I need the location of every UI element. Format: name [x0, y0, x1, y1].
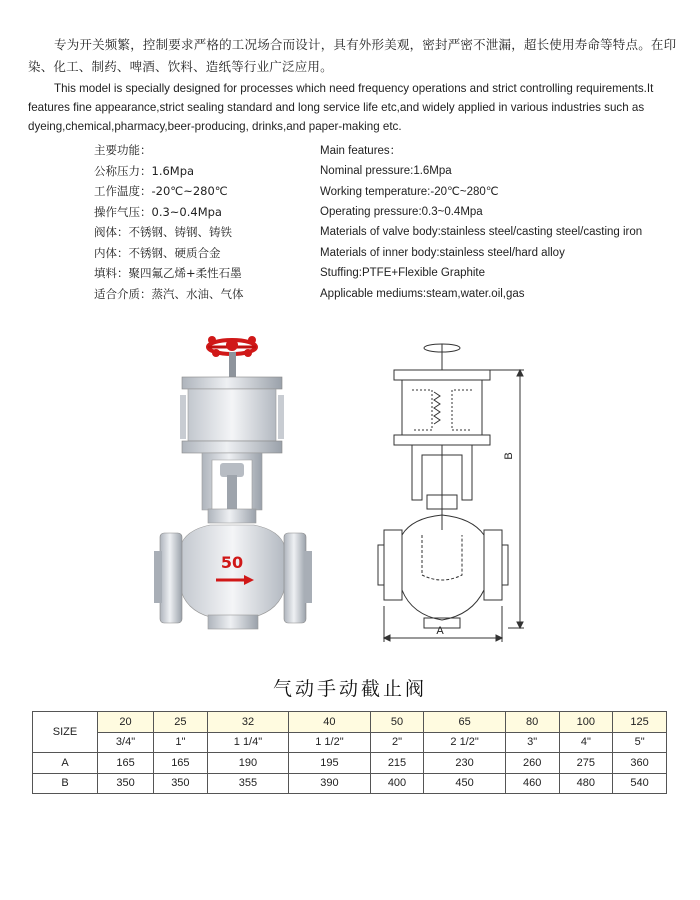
a-cell: 165	[98, 753, 154, 774]
valve-drawing	[372, 330, 532, 648]
b-cell: 450	[424, 773, 505, 794]
valve-photo	[150, 325, 315, 645]
table-row	[33, 773, 667, 794]
body-marking: 50	[220, 553, 244, 572]
dn-cell: 50	[370, 712, 424, 733]
size-header: SIZE	[33, 712, 98, 753]
b-cell: 540	[613, 773, 667, 794]
a-cell: 215	[370, 753, 424, 774]
feature-zh: 主要功能：	[94, 143, 152, 158]
inch-cell: 2 1/2"	[424, 732, 505, 753]
feature-zh: 阀体：不锈钢、铸钢、铸铁	[94, 225, 232, 240]
inch-cell: 5"	[613, 732, 667, 753]
dimension-b-label: B	[503, 452, 515, 460]
dn-cell: 80	[505, 712, 559, 733]
feature-row	[94, 222, 674, 243]
feature-en: Materials of valve body:stainless steel/casting steel/casting iron	[320, 226, 643, 239]
b-cell: 390	[289, 773, 370, 794]
dn-cell: 32	[207, 712, 288, 733]
feature-zh: 操作气压：0.3~0.4Mpa	[94, 204, 222, 219]
a-cell: 190	[207, 753, 288, 774]
feature-en: Stuffing:PTFE+Flexible Graphite	[320, 267, 486, 280]
dn-cell: 20	[98, 712, 154, 733]
feature-zh: 公称压力：1.6Mpa	[94, 163, 195, 178]
b-cell: 355	[207, 773, 288, 794]
feature-en: Applicable mediums:steam,water.oil,gas	[320, 287, 525, 300]
spec-table	[32, 711, 667, 794]
dn-cell: 25	[154, 712, 208, 733]
dimension-a-label: A	[436, 625, 444, 637]
product-title: 气动手动截止阀	[272, 678, 427, 700]
a-cell: 165	[154, 753, 208, 774]
b-cell: 350	[154, 773, 208, 794]
feature-row	[94, 263, 674, 284]
inch-cell: 1"	[154, 732, 208, 753]
a-cell: 360	[613, 753, 667, 774]
feature-zh: 适合介质：蒸汽、水油、气体	[94, 286, 244, 301]
b-cell: 400	[370, 773, 424, 794]
inch-cell: 2"	[370, 732, 424, 753]
inch-cell: 3"	[505, 732, 559, 753]
a-cell: 230	[424, 753, 505, 774]
table-row	[33, 732, 667, 753]
b-cell: 350	[98, 773, 154, 794]
intro-chinese: 专为开关频繁，控制要求严格的工况场合而设计，具有外形美观，密封严密不泄漏，超长使用寿命等特点。在印染、化工、制药、啤酒、饮料、造纸等行业广泛应用。	[28, 37, 677, 74]
a-header: A	[33, 753, 98, 774]
feature-en: Operating pressure:0.3~0.4Mpa	[320, 205, 483, 218]
feature-row	[94, 284, 674, 305]
feature-row	[94, 243, 674, 264]
feature-en: Materials of inner body:stainless steel/hard alloy	[320, 246, 565, 259]
intro-english: This model is specially designed for processes which need frequency operations and strict controlling requirements.It features fine appearance,strict sealing standard and long service life etc,and widely applied in various industries such as dyeing,chemical,pharmacy,beer-producing, drinks,and paper-making etc.	[28, 82, 654, 133]
a-cell: 275	[559, 753, 613, 774]
dn-cell: 40	[289, 712, 370, 733]
dn-cell: 100	[559, 712, 613, 733]
inch-cell: 1 1/4"	[207, 732, 288, 753]
dn-cell: 125	[613, 712, 667, 733]
feature-row	[94, 161, 674, 182]
feature-en: Nominal pressure:1.6Mpa	[320, 164, 452, 177]
a-cell: 195	[289, 753, 370, 774]
inch-cell: 3/4"	[98, 732, 154, 753]
b-header: B	[33, 773, 98, 794]
feature-en: Main features：	[320, 145, 402, 158]
table-row	[33, 712, 667, 733]
a-cell: 260	[505, 753, 559, 774]
feature-en: Working temperature:-20℃~280℃	[320, 186, 499, 199]
feature-row	[94, 140, 674, 161]
inch-cell: 4"	[559, 732, 613, 753]
feature-row	[94, 202, 674, 223]
b-cell: 460	[505, 773, 559, 794]
inch-cell: 1 1/2"	[289, 732, 370, 753]
feature-row	[94, 181, 674, 202]
b-cell: 480	[559, 773, 613, 794]
features-list	[94, 140, 674, 304]
dn-cell: 65	[424, 712, 505, 733]
feature-zh: 工作温度：-20℃~280℃	[94, 184, 228, 199]
table-row	[33, 753, 667, 774]
feature-zh: 内体：不锈钢、硬质合金	[94, 245, 221, 260]
feature-zh: 填料：聚四氟乙烯+柔性石墨	[94, 266, 242, 281]
